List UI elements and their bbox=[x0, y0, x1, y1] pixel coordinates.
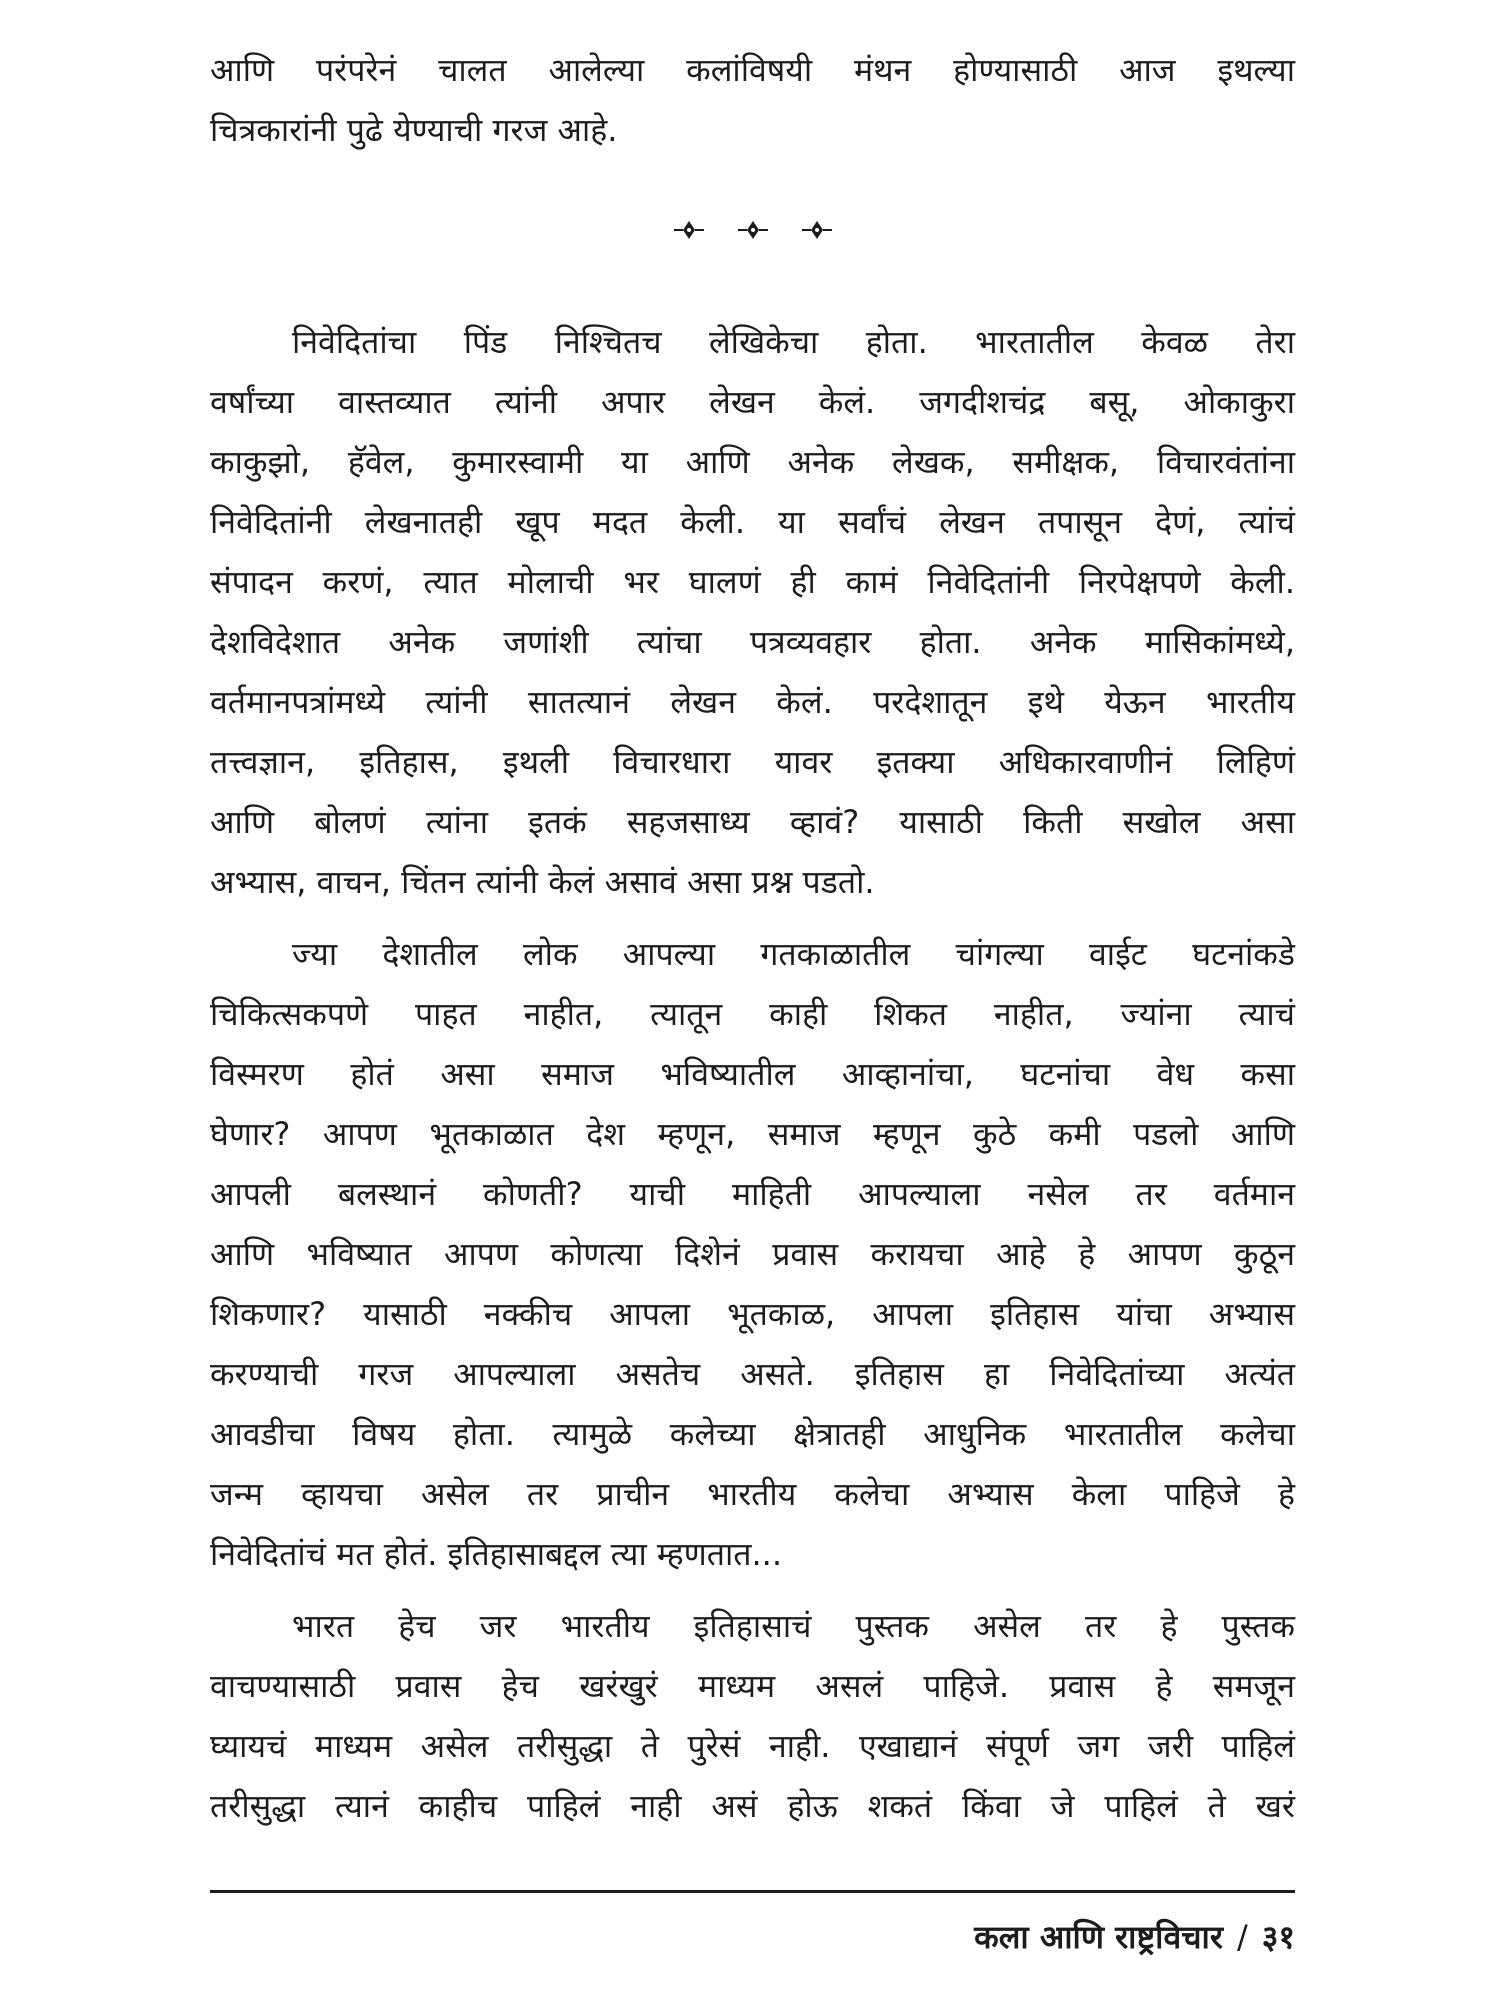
text-line: घ्यायचं माध्यम असेल तरीसुद्धा ते पुरेसं नाही. एखाद्यानं संपूर्ण जग जरी पाहिलं bbox=[210, 1727, 1295, 1765]
text-line: चिकित्सकपणे पाहत नाहीत, त्यातून काही शिकत नाहीत, ज्यांना त्याचं bbox=[210, 995, 1295, 1033]
text-line: तत्त्वज्ञान, इतिहास, इथली विचारधारा यावर इतक्या अधिकारवाणीनं लिहिणं bbox=[210, 743, 1295, 781]
footer-divider bbox=[210, 1890, 1295, 1893]
section-divider bbox=[210, 200, 1295, 260]
paragraph-intro bbox=[210, 40, 1295, 160]
paragraph-writing bbox=[210, 312, 1295, 912]
text-line: संपादन करणं, त्यात मोलाची भर घालणं ही कामं निवेदितांनी निरपेक्षपणे केली. bbox=[210, 563, 1295, 601]
page-number: ३१ bbox=[1261, 1918, 1295, 1956]
paragraph-travel bbox=[210, 1596, 1295, 1836]
text-line: अभ्यास, वाचन, चिंतन त्यांनी केलं असावं असा प्रश्न पडतो. bbox=[210, 863, 875, 901]
text-line: आणि भविष्यात आपण कोणत्या दिशेनं प्रवास करायचा आहे हे आपण कुठून bbox=[210, 1235, 1295, 1273]
footer-separator: / bbox=[1236, 1918, 1248, 1956]
text-line: आणि परंपरेनं चालत आलेल्या कलांविषयी मंथन होण्यासाठी आज इथल्या bbox=[210, 51, 1295, 89]
text-line: काकुझो, हॅवेल, कुमारस्वामी या आणि अनेक लेखक, समीक्षक, विचारवंतांना bbox=[210, 443, 1295, 481]
book-title: कला आणि राष्ट्रविचार bbox=[974, 1918, 1223, 1956]
diamond-fleuron-icon bbox=[736, 219, 770, 241]
diamond-fleuron-icon bbox=[672, 219, 706, 241]
text-line: आणि बोलणं त्यांना इतकं सहजसाध्य व्हावं? यासाठी किती सखोल असा bbox=[210, 803, 1295, 841]
text-line: घेणार? आपण भूतकाळात देश म्हणून, समाज म्हणून कुठे कमी पडलो आणि bbox=[210, 1115, 1295, 1153]
text-line: ज्या देशातील लोक आपल्या गतकाळातील चांगल्या वाईट घटनांकडे bbox=[292, 935, 1295, 973]
text-line: निवेदितांचा पिंड निश्चितच लेखिकेचा होता. भारतातील केवळ तेरा bbox=[292, 323, 1295, 361]
text-line: जन्म व्हायचा असेल तर प्राचीन भारतीय कलेचा अभ्यास केला पाहिजे हे bbox=[210, 1475, 1295, 1513]
text-line: देशविदेशात अनेक जणांशी त्यांचा पत्रव्यवहार होता. अनेक मासिकांमध्ये, bbox=[210, 623, 1295, 661]
paragraph-history bbox=[210, 924, 1295, 1584]
text-line: करण्याची गरज आपल्याला असतेच असते. इतिहास हा निवेदितांच्या अत्यंत bbox=[210, 1355, 1295, 1393]
text-line: शिकणार? यासाठी नक्कीच आपला भूतकाळ, आपला इतिहास यांचा अभ्यास bbox=[210, 1295, 1295, 1333]
text-line: वर्षांच्या वास्तव्यात त्यांनी अपार लेखन केलं. जगदीशचंद्र बसू, ओकाकुरा bbox=[210, 383, 1295, 421]
diamond-fleuron-icon bbox=[800, 219, 834, 241]
text-line: निवेदितांनी लेखनातही खूप मदत केली. या सर्वांचं लेखन तपासून देणं, त्यांचं bbox=[210, 503, 1295, 541]
text-line: विस्मरण होतं असा समाज भविष्यातील आव्हानांचा, घटनांचा वेध कसा bbox=[210, 1055, 1295, 1093]
text-line: वाचण्यासाठी प्रवास हेच खरंखुरं माध्यम असलं पाहिजे. प्रवास हे समजून bbox=[210, 1667, 1295, 1705]
text-line: वर्तमानपत्रांमध्ये त्यांनी सातत्यानं लेखन केलं. परदेशातून इथे येऊन भारतीय bbox=[210, 683, 1295, 721]
text-line: निवेदितांचं मत होतं. इतिहासाबद्दल त्या म्हणतात... bbox=[210, 1535, 782, 1573]
text-line: चित्रकारांनी पुढे येण्याची गरज आहे. bbox=[210, 111, 618, 149]
text-line: भारत हेच जर भारतीय इतिहासाचं पुस्तक असेल तर हे पुस्तक bbox=[292, 1607, 1295, 1645]
text-line: आपली बलस्थानं कोणती? याची माहिती आपल्याला नसेल तर वर्तमान bbox=[210, 1175, 1295, 1213]
page-body bbox=[210, 40, 1295, 1836]
text-line: तरीसुद्धा त्यानं काहीच पाहिलं नाही असं होऊ शकतं किंवा जे पाहिलं ते खरं bbox=[210, 1787, 1295, 1825]
running-footer bbox=[974, 1912, 1295, 1962]
text-line: आवडीचा विषय होता. त्यामुळे कलेच्या क्षेत्रातही आधुनिक भारतातील कलेचा bbox=[210, 1415, 1295, 1453]
